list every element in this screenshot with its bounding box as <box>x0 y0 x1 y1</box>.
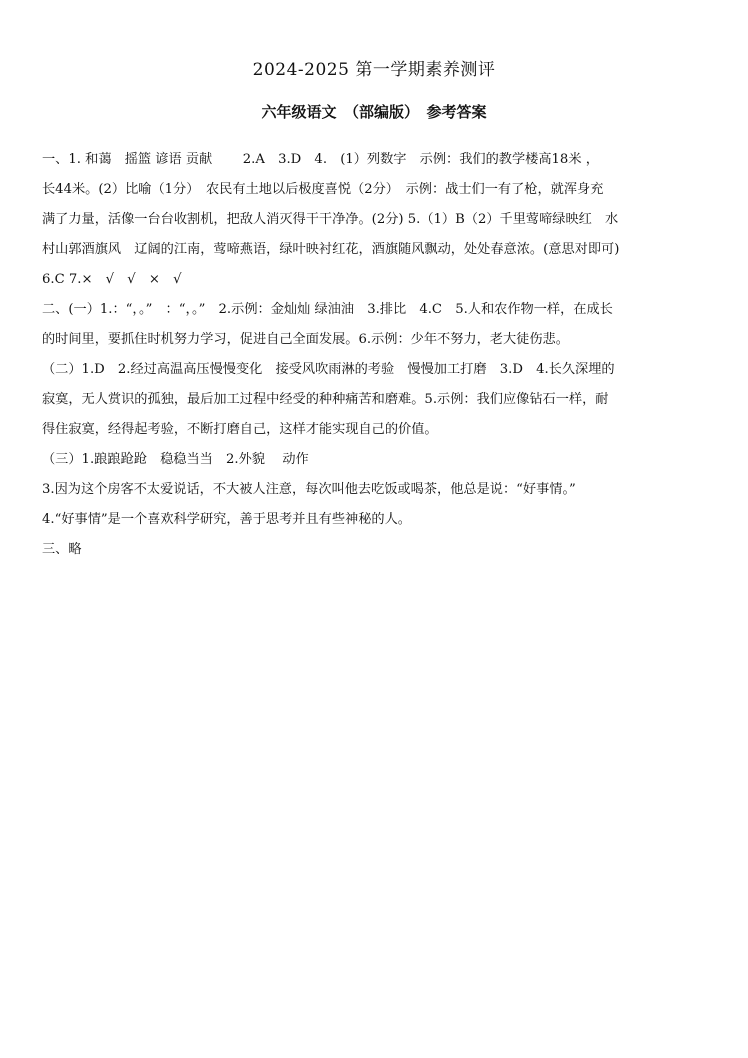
answer-line: 长44米。(2）比喻（1分） 农民有土地以后极度喜悦（2分） 示例：战士们一有了枪，就浑身充 <box>42 182 604 197</box>
section-one-answers <box>42 145 710 295</box>
section-three-answers <box>42 535 710 565</box>
answer-line: 寂寞，无人赏识的孤独，最后加工过程中经受的种种痛苦和磨难。5.示例：我们应像钻石一样，耐 <box>42 392 609 407</box>
answer-line: 6.C 7.× √ √ × √ <box>42 272 182 287</box>
answer-body <box>42 145 710 565</box>
answer-line: 村山郭酒旗风 辽阔的江南，莺啼燕语，绿叶映衬红花，酒旗随风飘动，处处春意浓。(意思对即可) <box>42 242 620 257</box>
answer-line: 满了力量，活像一台台收割机，把敌人消灭得干干净净。(2分) 5.（1）B（2）千里莺啼绿映红 水 <box>42 212 619 227</box>
section-two-part-one-answers <box>42 295 710 355</box>
section-two-part-three-answers <box>42 445 710 475</box>
section-two-part-three-question-three <box>42 475 710 505</box>
answer-line: 的时间里，要抓住时机努力学习，促进自己全面发展。6.示例：少年不努力，老大徒伤悲。 <box>42 332 569 347</box>
document-subtitle: 六年级语文 （部编版） 参考答案 <box>261 103 487 121</box>
answer-line: 3.因为这个房客不太爱说话，不大被人注意，每次叫他去吃饭或喝茶，他总是说：“好事情。” <box>42 482 576 497</box>
answer-line: 二、(一）1.：“，。” ：“，。” 2.示例：金灿灿 绿油油 3.排比 4.C 5.人和农作物一样，在成长 <box>42 302 613 317</box>
section-two-part-three-question-four <box>42 505 710 535</box>
answer-line: 得住寂寞，经得起考验，不断打磨自己，这样才能实现自己的价值。 <box>42 422 438 437</box>
document-title: 2024-2025 第一学期素养测评 <box>252 60 496 80</box>
answer-line: （三）1.踉踉跄跄 稳稳当当 2.外貌 动作 <box>42 452 309 467</box>
answer-line: 三、略 <box>42 542 82 557</box>
answer-line: （二）1.D 2.经过高温高压慢慢变化 接受风吹雨淋的考验 慢慢加工打磨 3.D 4.长久深埋的 <box>42 362 615 377</box>
answer-line: 4.“好事情”是一个喜欢科学研究，善于思考并且有些神秘的人。 <box>42 512 411 527</box>
answer-line: 一、1. 和蔼 摇篮 谚语 贡献 2.A 3.D 4. (1）列数字 示例：我们的教学楼高18米 ， <box>42 152 599 167</box>
section-two-part-two-answers <box>42 355 710 445</box>
